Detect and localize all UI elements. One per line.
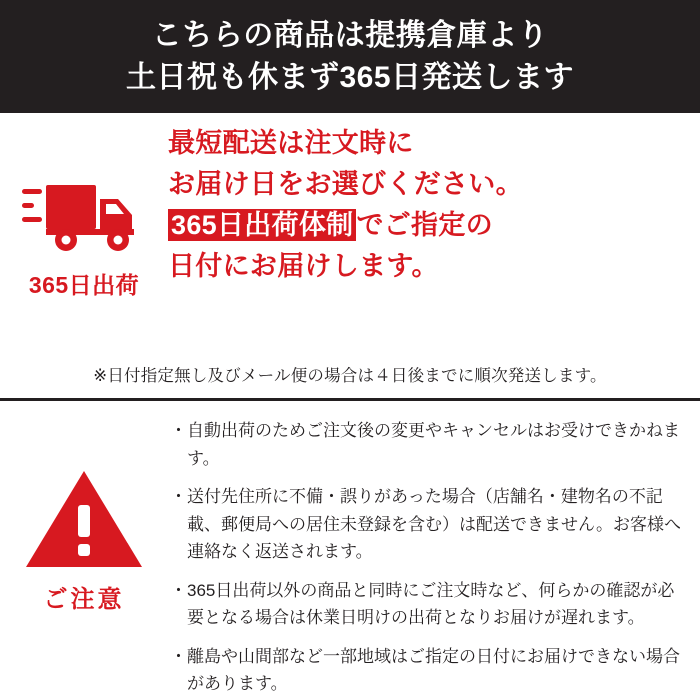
list-item-text: 離島や山間部など一部地域はご指定の日付にお届けできない場合があります。 <box>187 646 680 694</box>
caution-column <box>0 415 168 614</box>
shipping-message-line-1: 最短配送は注文時に <box>168 128 414 158</box>
truck-label: 365日出荷 <box>28 272 140 298</box>
list-item <box>170 577 682 632</box>
list-item <box>170 417 682 472</box>
caution-label: ご注意 <box>43 586 125 613</box>
warning-triangle-icon <box>24 467 144 571</box>
list-item-text: 365日出荷以外の商品と同時にご注文時など、何らかの確認が必要となる場合は休業日明けの出荷となりお届けが遅れます。 <box>187 580 675 628</box>
bullet-marker-icon: ・ <box>170 487 187 507</box>
shipping-message-line-3 <box>168 205 690 246</box>
list-item <box>170 483 682 566</box>
header-line-2: 土日祝も休まず365日発送します <box>125 60 575 94</box>
shipping-message-line-2: お届け日をお選びください。 <box>168 169 523 200</box>
list-item-text: 自動出荷のためご注文後の変更やキャンセルはお受けできかねます。 <box>187 421 680 468</box>
shipping-section <box>0 113 700 401</box>
shipping-highlight: 365日出荷体制 <box>168 209 356 241</box>
bullet-marker-icon: ・ <box>170 580 187 600</box>
shipping-message-line-3-rest: でご指定の <box>356 210 493 241</box>
bullet-marker-icon: ・ <box>170 646 187 666</box>
shipping-message-line-4: 日付にお届けします。 <box>168 251 439 282</box>
header-line-1: こちらの商品は提携倉庫より <box>151 19 549 53</box>
shipping-note: ※日付指定無し及びメール便の場合は４日後までに順次発送します。 <box>93 367 607 385</box>
list-item <box>170 643 682 698</box>
shipping-message <box>168 119 700 287</box>
caution-list <box>168 415 700 700</box>
list-item-text: 送付先住所に不備・誤りがあった場合（店舗名・建物名の不記載、郵便局への居住未登録を含む）は配送できません。お客様へ連絡なく返送されます。 <box>187 487 682 562</box>
shipping-section-body <box>0 119 700 356</box>
banner-header <box>0 0 700 113</box>
truck-icon <box>22 175 146 257</box>
caution-section <box>0 401 700 700</box>
bullet-marker-icon: ・ <box>170 421 187 440</box>
truck-column <box>0 119 168 300</box>
